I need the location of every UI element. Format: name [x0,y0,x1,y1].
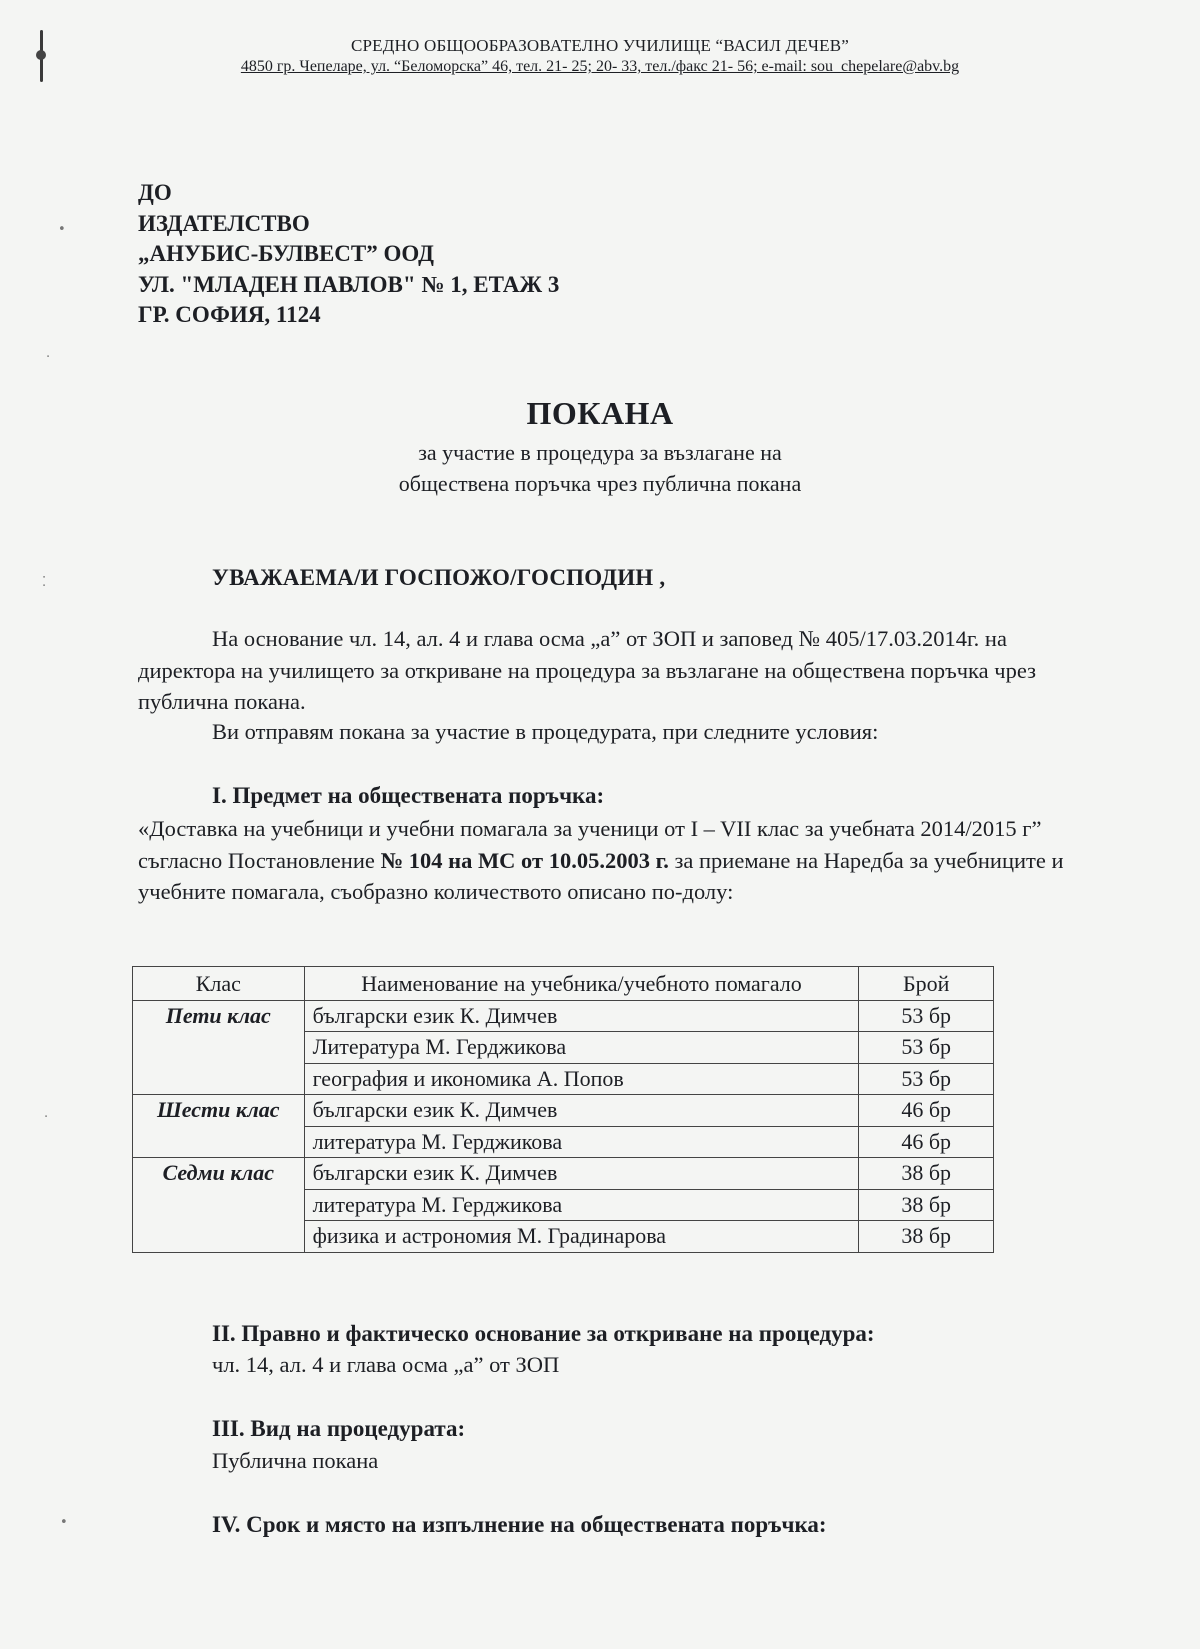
document-subtitle-line: за участие в процедура за възлагане на [418,440,782,465]
scan-speck: • [58,222,66,237]
salutation: УВАЖАЕМА/И ГОСПОЖО/ГОСПОДИН , [212,565,666,590]
section-heading: II. Правно и фактическо основание за откриване на процедура: [212,1321,875,1346]
cell-count: 53 бр [859,1032,994,1064]
cell-textbook-name: български език К. Димчев [304,1000,859,1032]
subject-text: «Доставка на учебници и учебни помагала за ученици от I – VII клас за учебната 2014/2015 г” съгласно Постановление [138,816,1042,873]
cell-count: 38 бр [859,1158,994,1190]
addressee-block [138,178,559,331]
subject-text: за приемане на Наредба за учебниците и учебните помагала, съобразно количеството описано по-долу: [138,847,1064,904]
cell-count: 53 бр [859,1063,994,1095]
body-paragraph-text: Ви отправям покана за участие в процедурата, при следните условия: [212,719,879,744]
cell-count: 38 бр [859,1189,994,1221]
scan-speck: · [46,350,51,365]
table-body [133,1000,994,1252]
school-address: 4850 гр. Чепеларе, ул. “Беломорска” 46, тел. 21- 25; 20- 33, тел./факс 21- 56; e-mail: sou_chepelare@abv.bg [240,58,960,75]
cell-textbook-name: български език К. Димчев [304,1158,859,1190]
cell-textbook-name: български език К. Димчев [304,1095,859,1127]
section-text: Публична покана [212,1448,379,1473]
section-heading: III. Вид на процедурата: [212,1416,466,1441]
cell-textbook-name: физика и астрономия М. Градинарова [304,1221,859,1253]
addressee-line: УЛ. "МЛАДЕН ПАВЛОВ" № 1, ЕТАЖ 3 [138,271,560,297]
body-paragraph [138,623,1058,718]
cell-count: 46 бр [859,1126,994,1158]
section-heading: IV. Срок и място на изпълнение на обществената поръчка: [212,1512,827,1537]
column-header-class: Клас [133,967,305,1001]
cell-class: Шести клас [133,1095,305,1158]
addressee-line: ГР. СОФИЯ, 1124 [138,302,321,327]
school-name: СРЕДНО ОБЩООБРАЗОВАТЕЛНО УЧИЛИЩЕ “ВАСИЛ ДЕЧЕВ” [350,36,850,55]
document-subtitle-line: обществена поръчка чрез публична покана [398,471,802,496]
cell-textbook-name: Литература М. Герджикова [304,1032,859,1064]
cell-count: 38 бр [859,1221,994,1253]
textbook-table [132,966,994,1253]
scan-speck: · [44,1110,49,1125]
procurement-subject [138,813,1078,908]
body-paragraph-text: На основание чл. 14, ал. 4 и глава осма „а” от ЗОП и заповед № 405/17.03.2014г. на директора на училището за откриване на процедура за възлагане на обществена поръчка чрез публична покана. [138,626,1036,714]
column-header-count: Брой [859,967,994,1001]
body-paragraph [138,716,1058,748]
cell-class: Пети клас [133,1000,305,1095]
addressee-line: ИЗДАТЕЛСТВО [138,210,310,236]
table-header-row [133,967,994,1001]
table-row [133,1000,994,1032]
subject-decree-ref: № 104 на МС от 10.05.2003 г. [380,847,669,873]
addressee-line: ДО [138,180,172,205]
section-text: чл. 14, ал. 4 и глава осма „а” от ЗОП [212,1352,560,1377]
column-header-name: Наименование на учебника/учебното помагало [304,967,859,1001]
cell-class: Седми клас [133,1158,305,1253]
cell-textbook-name: литература М. Герджикова [304,1189,859,1221]
table-row [133,1095,994,1127]
cell-textbook-name: география и икономика А. Попов [304,1063,859,1095]
section-heading: I. Предмет на обществената поръчка: [212,783,605,808]
cell-count: 46 бр [859,1095,994,1127]
table-row [133,1158,994,1190]
cell-textbook-name: литература М. Герджикова [304,1126,859,1158]
scan-speck: • [60,1515,68,1530]
cell-count: 53 бр [859,1000,994,1032]
addressee-line: „АНУБИС-БУЛВЕСТ” ООД [138,241,434,266]
document-title: ПОКАНА [526,395,674,431]
scan-speck: ⁚ [42,575,47,590]
